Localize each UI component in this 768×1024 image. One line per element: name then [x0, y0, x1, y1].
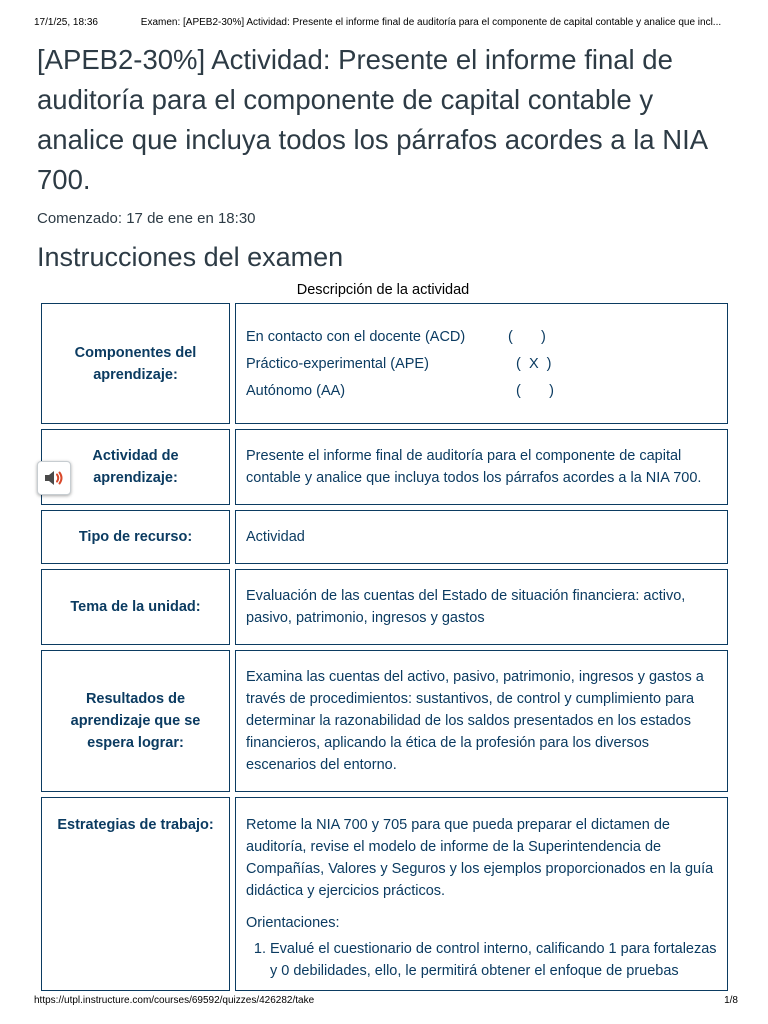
- speaker-icon[interactable]: [37, 461, 71, 495]
- outcomes-label: Resultados de aprendizaje que se espera lograr:: [41, 650, 230, 792]
- page-url: https://utpl.instructure.com/courses/69592/quizzes/426282/take: [34, 995, 315, 1006]
- component-name: Autónomo (AA): [246, 382, 346, 399]
- print-header: [34, 17, 748, 28]
- orientations-list: [246, 938, 717, 982]
- outcomes-value: Examina las cuentas del activo, pasivo, patrimonio, ingresos y gastos a través de procedimientos: sustantivos, de control y cumplimiento para determinar la razonabilidad de los saldos presentados en los estados financieros, aplicando la ética de la profesión para los diversos escenarios del entorno.: [235, 650, 728, 792]
- component-mark: ( ): [508, 328, 546, 345]
- list-item: [246, 326, 717, 348]
- components-value: [235, 303, 728, 424]
- component-name: En contacto con el docente (ACD): [246, 328, 466, 345]
- orientations-label: Orientaciones:: [246, 915, 340, 931]
- description-caption: Descripción de la actividad: [296, 282, 470, 298]
- page-number: 1/8: [724, 995, 738, 1006]
- activity-label: Actividad de aprendizaje:: [41, 429, 230, 505]
- table-row: [41, 429, 728, 505]
- list-item: 1. Evalué el cuestionario de control interno, calificando 1 para fortalezas y 0 debilidades, ello, le permitirá obtener el enfoque de pruebas: [270, 938, 717, 982]
- quiz-title: [APEB2-30%] Actividad: Presente el informe final de auditoría para el componente de capital contable y analice que incluya todos los párrafos acordes a la NIA 700.: [37, 44, 707, 195]
- unit-topic-label: Tema de la unidad:: [41, 569, 230, 645]
- table-row: [41, 303, 728, 424]
- list-item: [246, 380, 717, 402]
- strategies-text: Retome la NIA 700 y 705 para que pueda preparar el dictamen de auditoría, revise el modelo de informe de la Superintendencia de Compañías, Valores y Seguros y los ejemplos proporcionados en la guía didáctica y ejercicios prácticos.: [246, 817, 714, 899]
- instructions-heading: Instrucciones del examen: [37, 242, 344, 272]
- component-mark: ( ): [508, 382, 554, 399]
- print-page-title: Examen: [APEB2-30%] Actividad: Presente el informe final de auditoría para el componente de capital contable y analice que incl...: [140, 17, 722, 28]
- list-item: [246, 353, 717, 375]
- print-date: 17/1/25, 18:36: [34, 17, 98, 28]
- activity-value: Presente el informe final de auditoría para el componente de capital contable y analice que incluya todos los párrafos acordes a la NIA 700.: [235, 429, 728, 505]
- components-label: Componentes del aprendizaje:: [41, 303, 230, 424]
- print-footer: [34, 995, 738, 1006]
- component-mark: ( X ): [508, 355, 552, 372]
- quiz-content: [37, 40, 729, 996]
- unit-topic-value: Evaluación de las cuentas del Estado de situación financiera: activo, pasivo, patrimonio, ingresos y gastos: [235, 569, 728, 645]
- speaker-icon-graphic: [43, 468, 65, 488]
- activity-description-table: [36, 298, 733, 996]
- table-row: [41, 510, 728, 564]
- resource-value: Actividad: [235, 510, 728, 564]
- table-row: [41, 569, 728, 645]
- strategies-value: [235, 797, 728, 991]
- started-timestamp: Comenzado: 17 de ene en 18:30: [37, 210, 256, 227]
- component-name: Práctico-experimental (APE): [246, 355, 429, 372]
- strategies-label: Estrategias de trabajo:: [41, 797, 230, 991]
- table-row: [41, 650, 728, 792]
- table-row: [41, 797, 728, 991]
- resource-label: Tipo de recurso:: [41, 510, 230, 564]
